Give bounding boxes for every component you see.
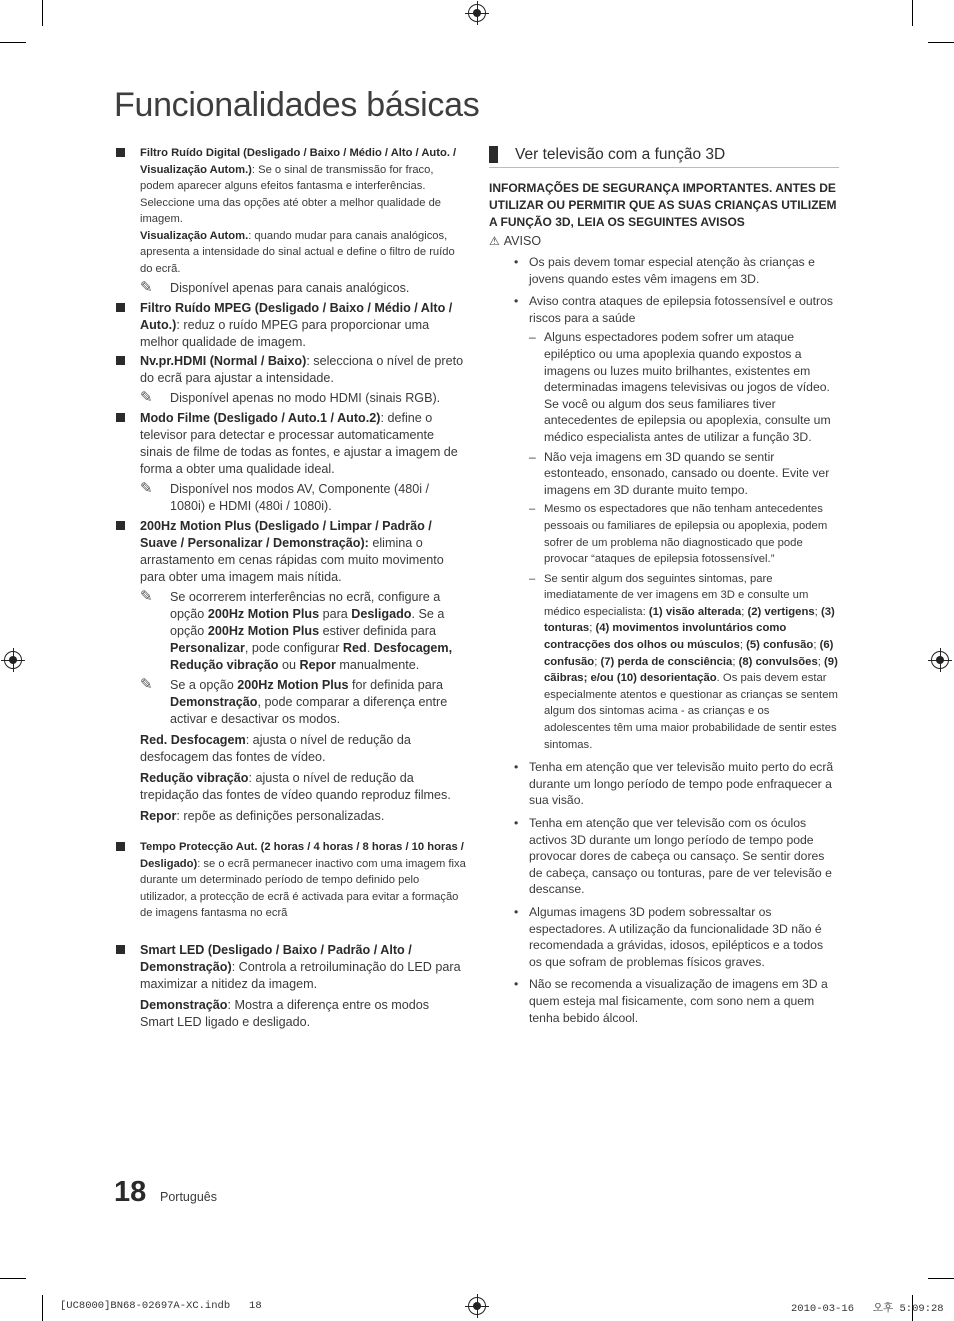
registration-mark-icon [468,1297,486,1315]
crop-mark [928,42,954,43]
print-timestamp: 2010-03-16 오후 5:09:28 [791,1303,944,1315]
list-item: • Aviso contra ataques de epilepsia fotossensível e outros riscos para a saúde [514,294,833,325]
note: ✎ Disponível apenas para canais analógicos. [140,279,410,296]
square-bullet-icon [116,521,125,530]
list-item: Smart LED (Desligado / Baixo / Padrão / Alto / Demonstração): Controla a retroiluminação do LED para maximizar a nitidez da imagem. [114,942,466,993]
crop-mark [0,42,26,43]
list-item: Filtro Ruído Digital (Desligado / Baixo / Médio / Alto / Auto. / Visualização Autom.): Se o sinal de transmissão for fraco, podem aparecer alguns efeitos fantasma e interferências. Seleccione uma das opções até obter a melhor qualidade de imagem. Visualização Autom.: quando mudar para canais analógicos, apresenta a intensidade do sinal actual e define o filtro de ruído do ecrã. ✎ Disponível apenas para canais analógicos. [114,145,466,297]
sub-option: Demonstração: Mostra a diferença entre os modos Smart LED ligado e desligado. [140,997,430,1029]
list-item: • Algumas imagens 3D podem sobressaltar os espectadores. A utilização da funcionalidade 3D não é recomendada a grávidas, idosos, epilépticos e a todos os que sofram de problemas físicos graves. [514,904,824,969]
list-item: • Tenha em atenção que ver televisão com os óculos activos 3D durante um longo período de tempo pode provocar dores de cabeça ou cansaço. Se sentir dores de cabeça, cansaço ou tonturas, pare de ver televisão e descanse. [514,816,832,897]
pencil-note-icon: ✎ [140,588,153,605]
list-item: • Tenha em atenção que ver televisão muito perto do ecrã durante um longo período de tempo pode enfraquecer a sua visão. [514,760,834,808]
heading-bar-icon [489,146,498,163]
sub-list-item: – Mesmo os espectadores que não tenham antecedentes pessoais ou familiares de epilepsia ou apoplexia, podem sofrer de um problema não diagnosticado que pode provocar “ataques de epilepsia fotossensível.” [529,503,828,566]
square-bullet-icon [116,945,125,954]
list-item: • Não se recomenda a visualização de imagens em 3D a quem esteja mal fisicamente, com sono nem a quem tenha bebido álcool. [514,977,828,1025]
sub-option: Repor: repõe as definições personalizadas. [140,809,385,823]
print-file-info: [UC8000]BN68-02697A-XC.indb 18 [60,1300,262,1312]
registration-mark-icon [468,4,486,22]
left-column [114,145,466,1033]
list-item: • Os pais devem tomar especial atenção às crianças e jovens quando estes vêm imagens em 3D. [514,255,815,286]
list-item: Modo Filme (Desligado / Auto.1 / Auto.2): define o televisor para detectar e processar automaticamente sinais de filme de todas as fontes, e ajustar a imagem de forma a obter uma qualidade ideal. ✎ Disponível nos modos AV, Componente (480i / 1080i) e HDMI (480i / 1080i). [114,410,466,515]
pencil-note-icon: ✎ [140,480,153,497]
sub-list-item: – Alguns espectadores podem sofrer um ataque epiléptico ou uma apoplexia quando expostos a imagens ou luzes muito brilhantes, existentes em determinadas imagens televisivas ou jogos de vídeo. Se você ou algum dos seus familiares tiver antecedentes de epilepsia ou apoplexia, consulte um médico especialista antes de utilizar a função 3D. [529,330,831,444]
safety-intro: INFORMAÇÕES DE SEGURANÇA IMPORTANTES. ANTES DE UTILIZAR OU PERMITIR QUE AS SUAS CRIANÇAS UTILIZEM A FUNÇÃO 3D, LEIA OS SEGUINTES AVISOS [489,181,837,229]
crop-mark [912,0,913,26]
list-item: Tempo Protecção Aut. (2 horas / 4 horas / 8 horas / 10 horas / Desligado): se o ecrã permanecer inactivo com uma imagem fixa durante um determinado período de tempo definido pelo utilizador, a protecção de ecrã é activada para evitar a formação de imagens fantasma no ecrã [114,839,466,922]
warning-triangle-icon: ⚠ [489,234,500,248]
sub-list-item: – Se sentir algum dos seguintes sintomas, pare imediatamente de ver imagens em 3D e consulte um médico especialista: (1) visão alterada; (2) vertigens; (3) tonturas; (4) movimentos involuntários como contracções dos olhos ou músculos; (5) confusão; (6) confusão; (7) perda de consciência; (8) convulsões; (9) cãibras; e/ou (10) desorientação. Os pais devem estar especialmente atentos e questionar as crianças se sentem algum dos sintomas acima - as crianças e os adolescentes têm uma maior probabilidade de sentir estes sintomas. [529,572,838,751]
square-bullet-icon [116,413,125,422]
note: ✎ Se a opção 200Hz Motion Plus for definida para Demonstração, pode comparar a diferença entre activar e desactivar os modos. [140,676,448,726]
right-column [489,145,839,1032]
page-title: Funcionalidades básicas [114,86,480,124]
sub-list-item: – Não veja imagens em 3D quando se sentir estonteado, ensonado, cansado ou doente. Evite ver imagens em 3D durante muito tempo. [529,449,830,497]
crop-mark [42,1295,43,1321]
note: ✎ Se ocorrerem interferências no ecrã, configure a opção 200Hz Motion Plus para Desligado. Se a opção 200Hz Motion Plus estiver definida para Personalizar, pode configurar Red. Desfocagem, Redução vibração ou Repor manualmente. [140,588,453,672]
crop-mark [0,1278,26,1279]
square-bullet-icon [116,356,125,365]
crop-mark [928,1278,954,1279]
sub-option: Redução vibração: ajusta o nível de redução da trepidação das fontes de vídeo quando reproduz filmes. [140,771,451,802]
page-language: Português [160,1190,217,1204]
warning-label: ⚠ AVISO [489,234,542,248]
pencil-note-icon: ✎ [140,389,153,406]
registration-mark-icon [4,651,22,669]
crop-mark [42,0,43,26]
square-bullet-icon [116,303,125,312]
pencil-note-icon: ✎ [140,279,153,296]
list-item: 200Hz Motion Plus (Desligado / Limpar / Padrão / Suave / Personalizar / Demonstração): elimina o arrastamento em cenas rápidas com muito movimento para obter uma imagem mais nítida. ✎ Se ocorrerem interferências no ecrã, configure a opção 200Hz Motion Plus para Desligado. Se a opção 200Hz Motion Plus estiver definida para Personalizar, pode configurar Red. Desfocagem, Redução vibração ou Repor manualmente. ✎ Se a opção 200Hz Motion Plus for definida para Demonstração, pode comparar a diferença entre activar e desactivar os modos. [114,518,466,728]
square-bullet-icon [116,148,125,157]
list-item: Filtro Ruído MPEG (Desligado / Baixo / Médio / Alto / Auto.): reduz o ruído MPEG para proporcionar uma melhor qualidade de imagem. [114,300,466,351]
note: ✎ Disponível nos modos AV, Componente (480i / 1080i) e HDMI (480i / 1080i). [140,480,430,513]
registration-mark-icon [931,651,949,669]
pencil-note-icon: ✎ [140,676,153,693]
square-bullet-icon [116,842,125,851]
page-number: 18 [114,1176,147,1208]
note: ✎ Disponível apenas no modo HDMI (sinais RGB). [140,389,441,406]
list-item: Nv.pr.HDMI (Normal / Baixo): selecciona o nível de preto do ecrã para ajustar a intensidade. ✎ Disponível apenas no modo HDMI (sinais RGB). [114,353,466,407]
sub-option: Red. Desfocagem: ajusta o nível de redução da desfocagem das fontes de vídeo. [140,733,411,764]
section-heading: Ver televisão com a função 3D [489,145,839,168]
